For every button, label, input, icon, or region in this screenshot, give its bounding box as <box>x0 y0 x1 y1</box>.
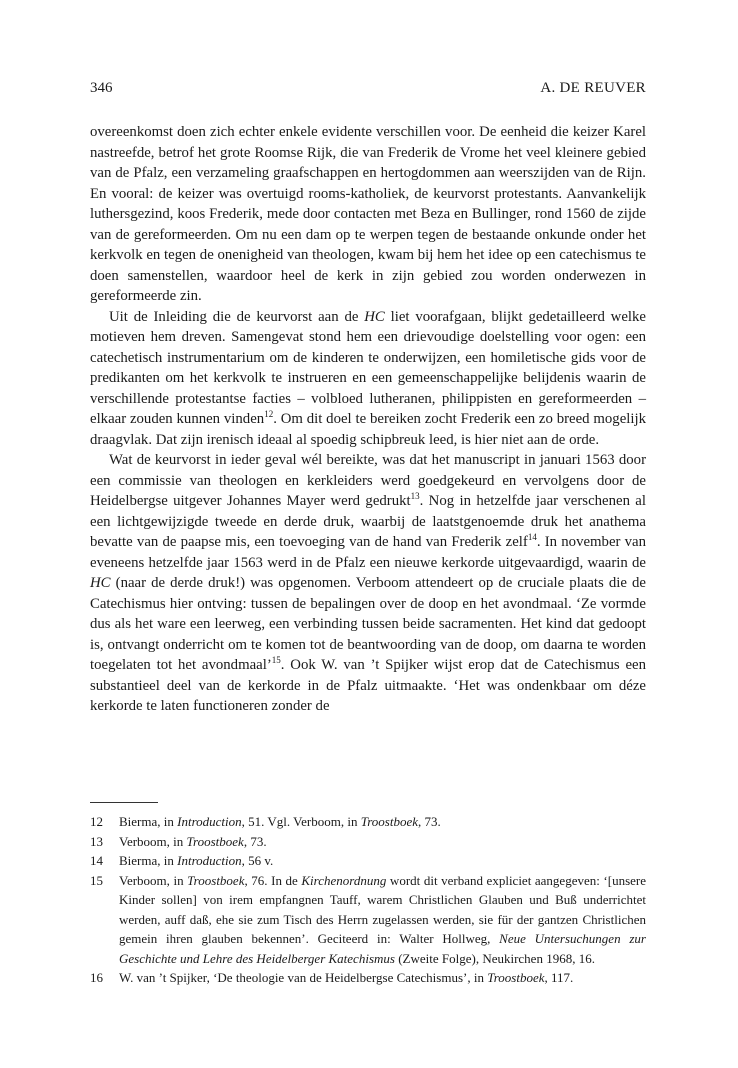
footnote-ref-15[interactable]: 15 <box>271 655 281 666</box>
italic-abbrev: HC <box>90 575 111 591</box>
fn-title: Introduction <box>177 853 242 868</box>
fn-text: , 117. <box>544 970 574 985</box>
footnotes <box>90 812 646 988</box>
fn-text: wordt dit verband expliciet aangegeven: ‘[unsere Kinder sollen] von irem empfangnen Tauff, warem Christlichen Glauben und Buß underrichtet werden, auff daß, ehe sie zum Tisch des Herrn zugelassen werden, sie für der gantzen Christlichen gemein ihren glauben bekennen’. Geciteerd in: Walter Hollweg, <box>119 872 647 946</box>
footnote-number: 13 <box>90 833 103 849</box>
text-run: . Ook W. van ’t Spijker wijst erop dat de Catechismus een substantieel deel van de kerkorde in de Pfalz uitmaakte. ‘Het was ondenkbaar om déze kerkorde te laten functioneren zonder de <box>90 657 646 714</box>
fn-text: W. van ’t Spijker, ‘De theologie van de Heidelbergse Catechismus’, in <box>119 970 488 985</box>
footnote-ref-12[interactable]: 12 <box>264 409 274 420</box>
footnote-15 <box>90 871 646 969</box>
fn-title: Kirchenordnung <box>301 872 387 888</box>
fn-text: Bierma, in <box>119 853 178 868</box>
footnote-rule <box>90 802 158 803</box>
page-number: 346 <box>90 80 113 96</box>
footnote-number: 14 <box>90 853 103 868</box>
fn-text: Verboom, in <box>119 833 187 849</box>
fn-title: Troostboek <box>360 814 419 829</box>
fn-title: Troostboek <box>487 970 545 985</box>
footnote-number: 15 <box>90 872 103 888</box>
running-head: A. DE REUVER <box>540 80 646 96</box>
footnote-13 <box>90 832 646 852</box>
text-run: Uit de Inleiding die de keurvorst aan de <box>109 308 365 325</box>
text-run: overeenkomst doen zich echter enkele evidente verschillen voor. De eenheid die keizer Karel nastreefde, betrof het grote Roomse Rijk, die van Frederik de Vrome het veel kleinere gebied van de Pfalz, een verzameling graafschappen en hertogdommen aan weerszijden van de Rijn. En vooral: de keizer was overtuigd rooms-katholiek, de keurvorst protestants. Aanvankelijk luthersgezind, koos Frederik, mede door contacten met Beza en Bullinger, rond 1560 de zijde van de gereformeerden. Om nu een dam op te werpen tegen de bestaande onkunde onder het kerkvolk en tegen de onenigheid van theologen, kwam bij hem het idee op een catechismus te doen samenstellen, waardoor heel de kerk in zijn gebied zou worden onderwezen in gereformeerde zin. <box>90 124 646 304</box>
paragraph-3 <box>90 450 646 717</box>
fn-text: , 51. Vgl. Verboom, in <box>241 814 361 829</box>
fn-text: Bierma, in <box>119 814 178 829</box>
footnote-number: 12 <box>90 814 103 829</box>
fn-title: Troostboek <box>187 872 245 888</box>
text-run: Wat de keurvorst in ieder geval wél bereikte, was dat het manuscript in januari 1563 door een commissie van theologen en kerkleiders werd goedgekeurd en vervolgens door de Heidelbergse uitgever Johannes Mayer werd gedrukt <box>90 452 646 509</box>
text-run: (naar de derde druk!) was opgenomen. Verboom attendeert op de cruciale plaats die de Catechismus hier ontving: tussen de bepalingen over de doop en het avondmaal. ‘Ze vormde dus als het ware een leerweg, een verbinding tussen beide sacramenten. Het kind dat gedoopt is, ontvangt onderricht om te komen tot de beantwoording van de doop, om daarna te worden toegelaten tot het avondmaal’ <box>90 575 646 673</box>
fn-text: , 56 v. <box>241 853 274 868</box>
text-run: . Nog in hetzelfde jaar verschenen al een lichtgewijzigde tweede en derde druk, waarbij de laatstgenoemde druk het anathema bevatte van de paapse mis, een toevoeging van de hand van Frederik zelf <box>90 493 646 550</box>
fn-text: Verboom, in <box>119 872 188 888</box>
paragraph-2 <box>90 307 646 451</box>
footnote-ref-14[interactable]: 14 <box>527 532 537 543</box>
fn-title: Introduction <box>177 814 242 829</box>
footnote-12 <box>90 812 646 832</box>
text-run: . Om dit doel te bereiken zocht Frederik een zo breed mogelijk draagvlak. Dat zijn irenisch ideaal al spoedig schipbreuk leed, is hier niet aan de orde. <box>90 411 646 448</box>
fn-text: (Zweite Folge), Neukirchen 1968, 16. <box>394 950 595 966</box>
text-run: liet voorafgaan, blijkt gedetailleerd welke motieven hem dreven. Samengevat stond hem een drievoudige doelstelling voor ogen: een catechetisch instrumentarium om de kinderen te onderwijzen, een homiletische gids voor de predikanten om het kerkvolk te instrueren en een gemeenschappelijke belijdenis waarin de verschillende protestantse facties – volbloed lutheranen, philippisten en gereformeerden – elkaar zouden kunnen vinden <box>90 308 646 427</box>
footnote-number: 16 <box>90 970 103 985</box>
footnote-ref-13[interactable]: 13 <box>410 491 420 502</box>
fn-text: , 73. <box>418 814 441 829</box>
fn-title: Troostboek <box>186 833 244 849</box>
paragraph-1 <box>90 122 646 307</box>
footnote-16 <box>90 968 646 988</box>
page-header <box>90 80 646 100</box>
italic-abbrev: HC <box>364 308 385 325</box>
text-run: . In november van eveneens hetzelfde jaar 1563 werd in de Pfalz een nieuwe kerkorde uitgevaardigd, waarin de <box>90 534 646 571</box>
fn-title: Neue Untersuchungen zur Geschichte und Lehre des Heidelberger Katechismus <box>119 931 646 966</box>
fn-text: , 73. <box>243 833 267 849</box>
fn-text: , 76. In de <box>244 872 302 888</box>
main-text <box>90 122 646 717</box>
footnote-14 <box>90 851 646 871</box>
